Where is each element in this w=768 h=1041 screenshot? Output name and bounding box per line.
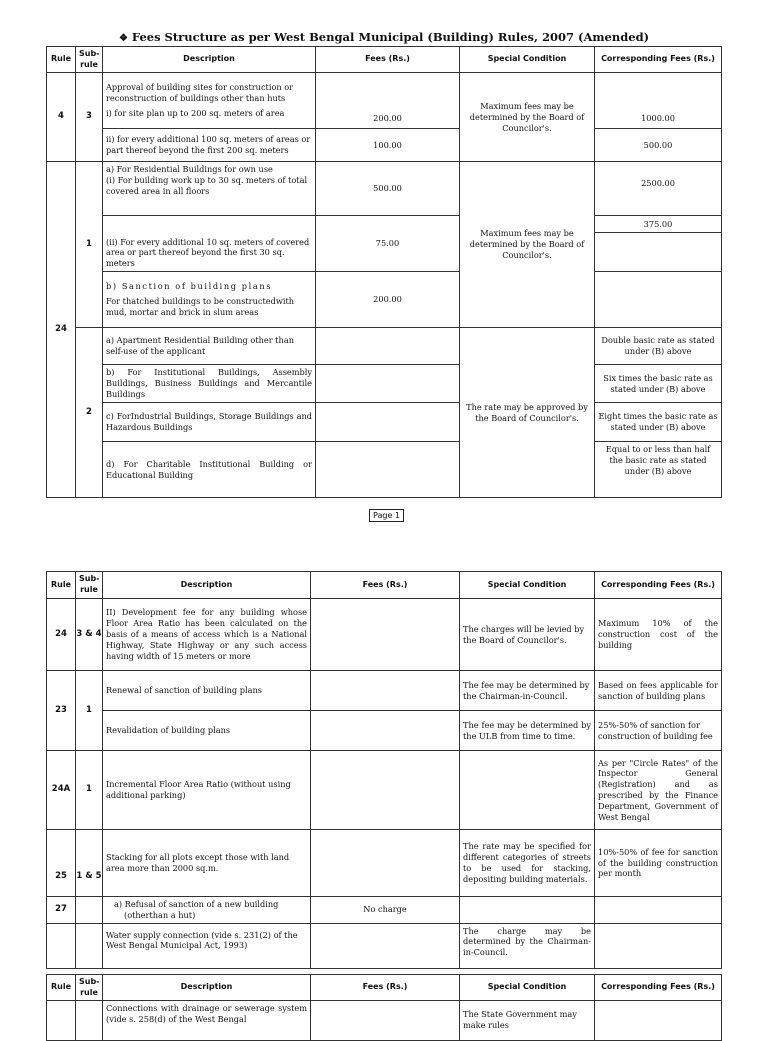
- table-row: [47, 671, 722, 711]
- corresponding-fees-cell: 25%-50% of sanction for construction of building fee: [595, 711, 722, 751]
- rule-cell: 25: [47, 830, 76, 897]
- fees-cell: 200.00: [316, 73, 460, 129]
- table-row: [47, 403, 722, 442]
- fees-empty-cell: [316, 365, 460, 403]
- fees-table-3: [46, 974, 722, 1041]
- table-row: [47, 751, 722, 830]
- corresponding-fees-cell: 375.00: [595, 216, 722, 233]
- header-fees: Fees (Rs.): [311, 975, 460, 1001]
- fees-empty-cell: [316, 442, 460, 498]
- special-condition-cell: The State Government may make rules: [460, 1001, 595, 1041]
- rule-cell: 24: [47, 162, 76, 498]
- header-description: Description: [103, 572, 311, 599]
- description-item: i) for site plan up to 200 sq. meters of area: [106, 108, 285, 118]
- sub-rule-empty-cell: [76, 1001, 103, 1041]
- corresponding-fees-cell: 1000.00: [595, 73, 722, 129]
- corresponding-fees-cell: Maximum 10% of the construction cost of the building: [595, 599, 722, 671]
- table-row: [47, 216, 722, 233]
- description-cell: c) ForIndustrial Buildings, Storage Buildings and Hazardous Buildings: [103, 403, 316, 442]
- corresponding-fees-cell: Eight times the basic rate as stated under (B) above: [595, 403, 722, 442]
- sub-rule-cell: 1: [76, 671, 103, 751]
- table-row: [47, 442, 722, 498]
- description-cell: a) Refusal of sanction of a new building (otherthan a hut): [103, 897, 311, 924]
- description-cell: ii) for every additional 100 sq. meters of areas or part thereof beyond the first 200 sq. meters: [103, 129, 316, 162]
- rule-empty-cell: [47, 923, 76, 968]
- fees-cell: 500.00: [316, 162, 460, 216]
- header-rule: Rule: [47, 572, 76, 599]
- header-sub-rule: Sub-rule: [76, 47, 103, 73]
- corresponding-fees-cell: 10%-50% of fee for sanction of the building construction per month: [595, 830, 722, 897]
- table-row: [47, 599, 722, 671]
- table-row: [47, 1001, 722, 1041]
- header-rule: Rule: [47, 975, 76, 1001]
- special-condition-cell: The rate may be approved by the Board of Councilor's.: [460, 328, 595, 498]
- fees-table-2: [46, 571, 722, 969]
- description-cell: (ii) For every additional 10 sq. meters of covered area or part thereof beyond the first 30 sq. meters: [103, 216, 316, 272]
- header-corresponding-fees: Corresponding Fees (Rs.): [595, 572, 722, 599]
- header-fees: Fees (Rs.): [316, 47, 460, 73]
- fees-cell: 200.00: [316, 272, 460, 328]
- fees-empty-cell: [311, 830, 460, 897]
- description-cell: Renewal of sanction of building plans: [103, 671, 311, 711]
- description-item: For thatched buildings to be constructedwith mud, mortar and brick in slum areas: [106, 296, 295, 317]
- table-row: [47, 328, 722, 365]
- description-cell: d) For Charitable Institutional Building or Educational Building: [103, 442, 316, 498]
- description-cell: [103, 272, 316, 328]
- corresponding-fees-cell: Based on fees applicable for sanction of building plans: [595, 671, 722, 711]
- description-heading: a) For Residential Buildings for own use: [106, 164, 273, 175]
- header-corresponding-fees: Corresponding Fees (Rs.): [595, 47, 722, 73]
- description-cell: Revalidation of building plans: [103, 711, 311, 751]
- table-header-row: [47, 975, 722, 1001]
- diamond-bullet-icon: ❖: [118, 33, 128, 44]
- fees-table-1: [46, 46, 722, 498]
- description-cell: Water supply connection (vide s. 231(2) of the West Bengal Municipal Act, 1993): [103, 923, 311, 968]
- special-condition-cell: Maximum fees may be determined by the Board of Councilor's.: [460, 162, 595, 328]
- description-cell: Stacking for all plots except those with land area more than 2000 sq.m.: [103, 830, 311, 897]
- special-condition-cell: The fee may be determined by the Chairman-in-Council.: [460, 671, 595, 711]
- corresponding-fees-cell: 500.00: [595, 129, 722, 162]
- header-sub-rule: Sub-rule: [76, 975, 103, 1001]
- corresponding-fees-empty-cell: [595, 272, 722, 328]
- table-row: [47, 272, 722, 328]
- fees-empty-cell: [311, 711, 460, 751]
- description-cell: Incremental Floor Area Ratio (without using additional parking): [103, 751, 311, 830]
- table-row: [47, 923, 722, 968]
- table-row: [47, 162, 722, 216]
- description-cell: Connections with drainage or sewerage system (vide s. 258(d) of the West Bengal: [103, 1001, 311, 1041]
- rule-cell: 23: [47, 671, 76, 751]
- description-cell: [103, 73, 316, 129]
- table-row: [47, 830, 722, 897]
- document-title: ❖ Fees Structure as per West Bengal Municipal (Building) Rules, 2007 (Amended): [118, 30, 650, 44]
- rule-cell: 27: [47, 897, 76, 924]
- fees-empty-cell: [311, 1001, 460, 1041]
- sub-rule-cell: 3 & 4: [76, 599, 103, 671]
- sub-rule-cell: 1: [76, 162, 103, 328]
- corresponding-fees-cell: Six times the basic rate as stated under (B) above: [595, 365, 722, 403]
- fees-empty-cell: [311, 923, 460, 968]
- table-header-row: [47, 572, 722, 599]
- header-description: Description: [103, 47, 316, 73]
- header-fees: Fees (Rs.): [311, 572, 460, 599]
- special-condition-empty-cell: [460, 751, 595, 830]
- sub-rule-cell: 2: [76, 328, 103, 498]
- special-condition-cell: The rate may be specified for different categories of streets to be used for stacking, depositing building materials.: [460, 830, 595, 897]
- table-header-row: [47, 47, 722, 73]
- special-condition-cell: The charge may be determined by the Chairman-in-Council.: [460, 923, 595, 968]
- corresponding-fees-cell: Double basic rate as stated under (B) above: [595, 328, 722, 365]
- rule-cell: 4: [47, 73, 76, 162]
- fees-empty-cell: [316, 328, 460, 365]
- corresponding-fees-cell: 2500.00: [595, 162, 722, 216]
- header-sub-rule: Sub-rule: [76, 572, 103, 599]
- fees-empty-cell: [316, 403, 460, 442]
- corresponding-fees-empty-cell: [595, 897, 722, 924]
- sub-rule-empty-cell: [76, 923, 103, 968]
- table-row: [47, 897, 722, 924]
- special-condition-cell: The fee may be determined by the ULB from time to time.: [460, 711, 595, 751]
- fees-empty-cell: [311, 599, 460, 671]
- description-intro: Approval of building sites for construction or reconstruction of buildings other than huts: [106, 82, 294, 104]
- header-special-condition: Special Condition: [460, 975, 595, 1001]
- header-rule: Rule: [47, 47, 76, 73]
- corresponding-fees-cell: Equal to or less than half the basic rate as stated under (B) above: [595, 442, 722, 498]
- corresponding-fees-empty-cell: [595, 923, 722, 968]
- description-cell: II) Development fee for any building whose Floor Area Ratio has been calculated on the basis of a means of access which is a National Highway, State Highway or any such access having width of 15 meters or more: [103, 599, 311, 671]
- sub-rule-cell: 3: [76, 73, 103, 162]
- table-row: [47, 365, 722, 403]
- description-item: (i) For building work up to 30 sq. meters of total covered area in all floors: [106, 174, 308, 196]
- table-row: [47, 73, 722, 129]
- description-heading: b) Sanction of building plans: [106, 281, 273, 292]
- fees-cell: No charge: [311, 897, 460, 924]
- header-special-condition: Special Condition: [460, 572, 595, 599]
- rule-cell: 24: [47, 599, 76, 671]
- corresponding-fees-empty-cell: [595, 1001, 722, 1041]
- rule-empty-cell: [47, 1001, 76, 1041]
- fees-cell: 75.00: [316, 216, 460, 272]
- rule-cell: 24A: [47, 751, 76, 830]
- fees-empty-cell: [311, 751, 460, 830]
- special-condition-cell: Maximum fees may be determined by the Board of Councilor's.: [460, 73, 595, 162]
- corresponding-fees-cell: As per "Circle Rates" of the Inspector General (Registration) and as prescribed by the Finance Department, Government of West Bengal: [595, 751, 722, 830]
- description-cell: a) Apartment Residential Building other than self-use of the applicant: [103, 328, 316, 365]
- fees-empty-cell: [311, 671, 460, 711]
- description-cell: b) For Institutional Buildings, Assembly Buildings, Business Buildings and Mercantile Buildings: [103, 365, 316, 403]
- special-condition-empty-cell: [460, 897, 595, 924]
- page-number-label: Page 1: [369, 509, 404, 522]
- sub-rule-empty-cell: [76, 897, 103, 924]
- table-row: [47, 129, 722, 162]
- sub-rule-cell: 1: [76, 751, 103, 830]
- corresponding-fees-empty-cell: [595, 233, 722, 272]
- description-cell: [103, 162, 316, 216]
- fees-cell: 100.00: [316, 129, 460, 162]
- header-corresponding-fees: Corresponding Fees (Rs.): [595, 975, 722, 1001]
- special-condition-cell: The charges will be levied by the Board of Councilor's.: [460, 599, 595, 671]
- header-special-condition: Special Condition: [460, 47, 595, 73]
- header-description: Description: [103, 975, 311, 1001]
- sub-rule-cell: 1 & 5: [76, 830, 103, 897]
- table-row: [47, 711, 722, 751]
